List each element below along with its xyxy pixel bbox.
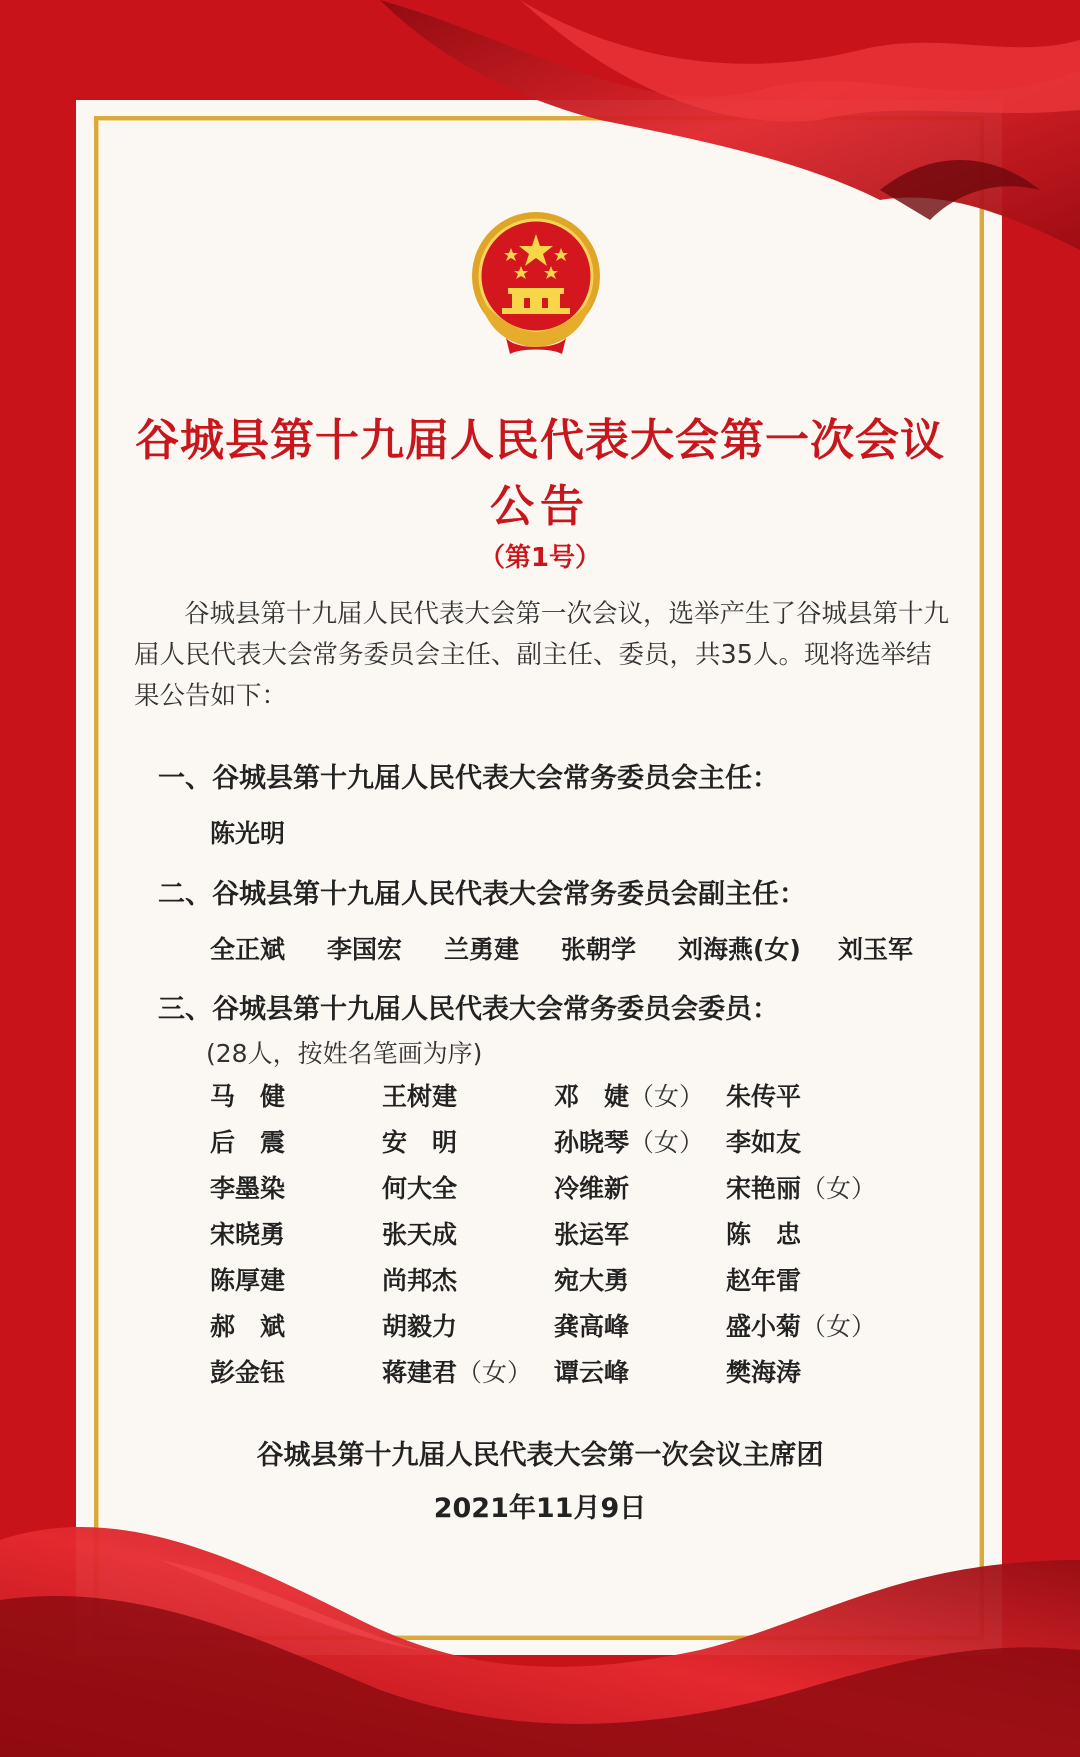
member-name xyxy=(382,1077,457,1113)
member-name xyxy=(210,1123,285,1159)
member-name-text: 李如友 xyxy=(726,1128,802,1157)
section1-heading: 一、谷城县第十九届人民代表大会常务委员会主任： xyxy=(158,763,779,794)
member-name-text: 马 健 xyxy=(210,1082,286,1111)
member-name-text: 孙晓琴 xyxy=(554,1128,630,1157)
female-marker: （女） xyxy=(629,1082,705,1111)
footer-date: 2021年11月9日 xyxy=(433,1493,647,1524)
member-name xyxy=(382,1307,457,1343)
member-name-text: 张天成 xyxy=(382,1220,458,1249)
member-name-text: 陈 忠 xyxy=(726,1220,802,1249)
member-name xyxy=(554,1123,704,1159)
member-name-text: 何大全 xyxy=(382,1174,458,1203)
deputy-name: 刘海燕(女) xyxy=(678,935,801,964)
member-name xyxy=(554,1077,704,1113)
member-name-text: 尚邦杰 xyxy=(382,1266,458,1295)
section3-heading: 三、谷城县第十九届人民代表大会常务委员会委员： xyxy=(158,994,779,1025)
member-name xyxy=(210,1307,285,1343)
deputy-name: 刘玉军 xyxy=(838,935,914,964)
member-name xyxy=(382,1353,532,1389)
member-name xyxy=(726,1307,876,1343)
national-emblem-icon xyxy=(466,208,606,356)
member-name-text: 谭云峰 xyxy=(554,1358,630,1387)
member-name-text: 宋晓勇 xyxy=(210,1220,286,1249)
member-name-text: 邓 婕 xyxy=(554,1082,630,1111)
deputy-name: 全正斌 xyxy=(210,935,286,964)
member-name-text: 安 明 xyxy=(382,1128,458,1157)
member-name xyxy=(382,1261,457,1297)
member-name-text: 张运军 xyxy=(554,1220,630,1249)
member-name xyxy=(726,1261,801,1297)
female-marker: （女） xyxy=(629,1128,705,1157)
member-name xyxy=(726,1077,801,1113)
member-name-text: 盛小菊 xyxy=(726,1312,802,1341)
member-name-text: 宋艳丽 xyxy=(726,1174,802,1203)
member-name xyxy=(554,1169,629,1205)
member-name xyxy=(726,1353,801,1389)
member-name xyxy=(726,1123,801,1159)
female-marker: （女） xyxy=(801,1174,877,1203)
director-name: 陈光明 xyxy=(210,819,286,848)
member-name-text: 樊海涛 xyxy=(726,1358,802,1387)
footer-organization: 谷城县第十九届人民代表大会第一次会议主席团 xyxy=(256,1440,824,1471)
member-name xyxy=(554,1353,629,1389)
deputy-name: 兰勇建 xyxy=(444,935,520,964)
announcement-subtitle: 公告 xyxy=(490,481,590,532)
intro-paragraph: 谷城县第十九届人民代表大会第一次会议，选举产生了谷城县第十九届人民代表大会常务委员会主任、副主任、委员，共35人。现将选举结果公告如下： xyxy=(134,599,950,711)
member-name-text: 胡毅力 xyxy=(382,1312,458,1341)
member-name-text: 龚高峰 xyxy=(554,1312,630,1341)
member-name xyxy=(726,1169,876,1205)
member-name xyxy=(726,1215,801,1251)
member-name xyxy=(210,1169,285,1205)
announcement-title: 谷城县第十九届人民代表大会第一次会议 xyxy=(135,415,945,466)
member-name xyxy=(382,1169,457,1205)
deputy-name: 李国宏 xyxy=(327,935,403,964)
member-name-text: 宛大勇 xyxy=(554,1266,630,1295)
member-name xyxy=(554,1215,629,1251)
member-name-text: 彭金钰 xyxy=(210,1358,286,1387)
female-marker: （女） xyxy=(801,1312,877,1341)
female-marker: （女） xyxy=(457,1358,533,1387)
member-name-text: 冷维新 xyxy=(554,1174,630,1203)
member-name xyxy=(554,1307,629,1343)
member-name xyxy=(382,1123,457,1159)
member-name xyxy=(554,1261,629,1297)
member-name-text: 郝 斌 xyxy=(210,1312,286,1341)
deputy-name: 张朝学 xyxy=(561,935,637,964)
section3-note: (28人，按姓名笔画为序) xyxy=(206,1039,483,1068)
announcement-number: （第1号） xyxy=(478,543,602,573)
member-name xyxy=(382,1215,457,1251)
member-name-text: 赵年雷 xyxy=(726,1266,802,1295)
section2-heading: 二、谷城县第十九届人民代表大会常务委员会副主任： xyxy=(158,879,806,910)
member-name-text: 王树建 xyxy=(382,1082,458,1111)
member-name-text: 蒋建君 xyxy=(382,1358,458,1387)
member-name-text: 陈厚建 xyxy=(210,1266,286,1295)
member-name xyxy=(210,1261,285,1297)
member-name-text: 朱传平 xyxy=(726,1082,802,1111)
member-name-text: 后 震 xyxy=(210,1128,286,1157)
member-name xyxy=(210,1077,285,1113)
member-name-text: 李墨染 xyxy=(210,1174,286,1203)
member-name xyxy=(210,1353,285,1389)
member-name xyxy=(210,1215,285,1251)
